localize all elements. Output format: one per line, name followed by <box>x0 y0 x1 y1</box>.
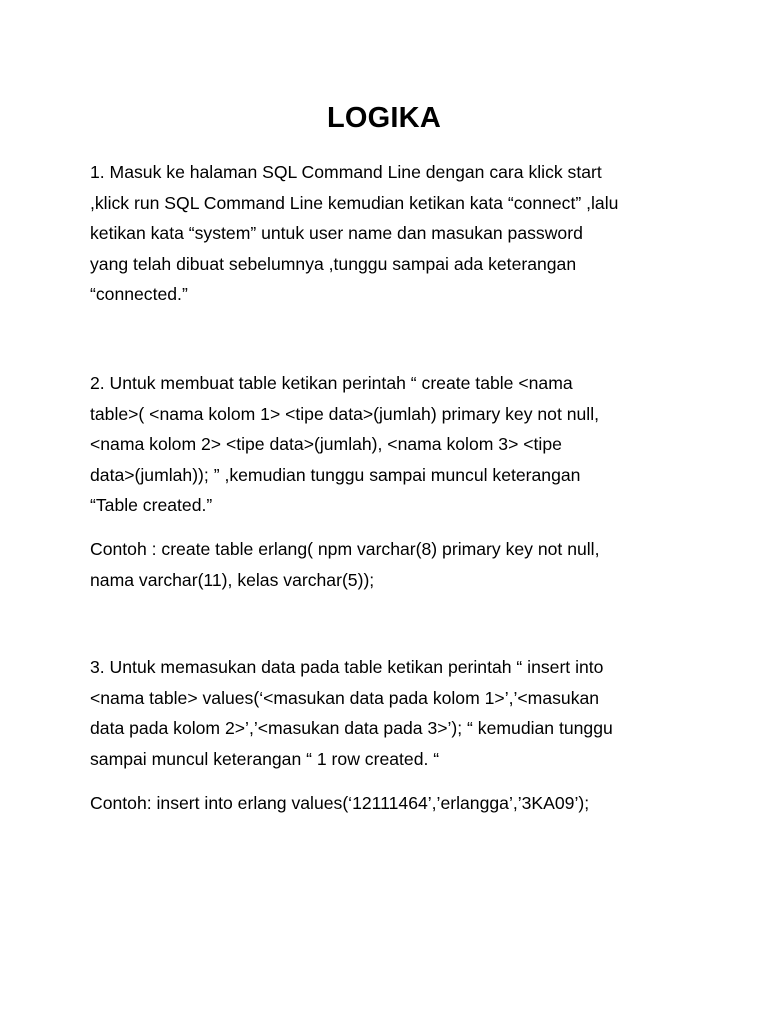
paragraph-step-2 <box>90 368 690 521</box>
paragraph-step-3 <box>90 652 690 774</box>
paragraph-line: Contoh: insert into erlang values(‘12111464’,’erlangga’,’3KA09’); <box>90 793 590 813</box>
paragraph-line: ketikan kata “system” untuk user name dan masukan password <box>90 223 583 244</box>
document-title: LOGIKA <box>327 102 441 134</box>
paragraph-line: data pada kolom 2>’,’<masukan data pada 3>’); “ kemudian tunggu <box>90 718 613 739</box>
paragraph-line: nama varchar(11), kelas varchar(5)); <box>90 569 375 590</box>
paragraph-line: “connected.” <box>90 284 188 305</box>
paragraph-line: “Table created.” <box>90 495 213 516</box>
paragraph-step-1 <box>90 157 690 310</box>
paragraph-line: yang telah dibuat sebelumnya ,tunggu sampai ada keterangan <box>90 253 577 274</box>
paragraph-line: data>(jumlah)); ” ,kemudian tunggu sampai muncul keterangan <box>90 464 581 485</box>
paragraph-line: ,klick run SQL Command Line kemudian ketikan kata “connect” ,lalu <box>90 192 619 213</box>
paragraph-line: <nama kolom 2> <tipe data>(jumlah), <nama kolom 3> <tipe <box>90 434 562 455</box>
paragraph-line: table>( <nama kolom 1> <tipe data>(jumlah) primary key not null, <box>90 403 600 424</box>
paragraph-line: <nama table> values(‘<masukan data pada kolom 1>’,’<masukan <box>90 687 600 708</box>
paragraph-example-insert <box>90 788 690 819</box>
paragraph-line: sampai muncul keterangan “ 1 row created. “ <box>90 748 440 769</box>
paragraph-line: 2. Untuk membuat table ketikan perintah “ create table <nama <box>90 373 573 393</box>
paragraph-example-create <box>90 534 690 595</box>
paragraph-line: 3. Untuk memasukan data pada table ketikan perintah “ insert into <box>90 657 604 677</box>
paragraph-line: Contoh : create table erlang( npm varchar(8) primary key not null, <box>90 539 600 559</box>
paragraph-line: 1. Masuk ke halaman SQL Command Line dengan cara klick start <box>90 162 602 182</box>
